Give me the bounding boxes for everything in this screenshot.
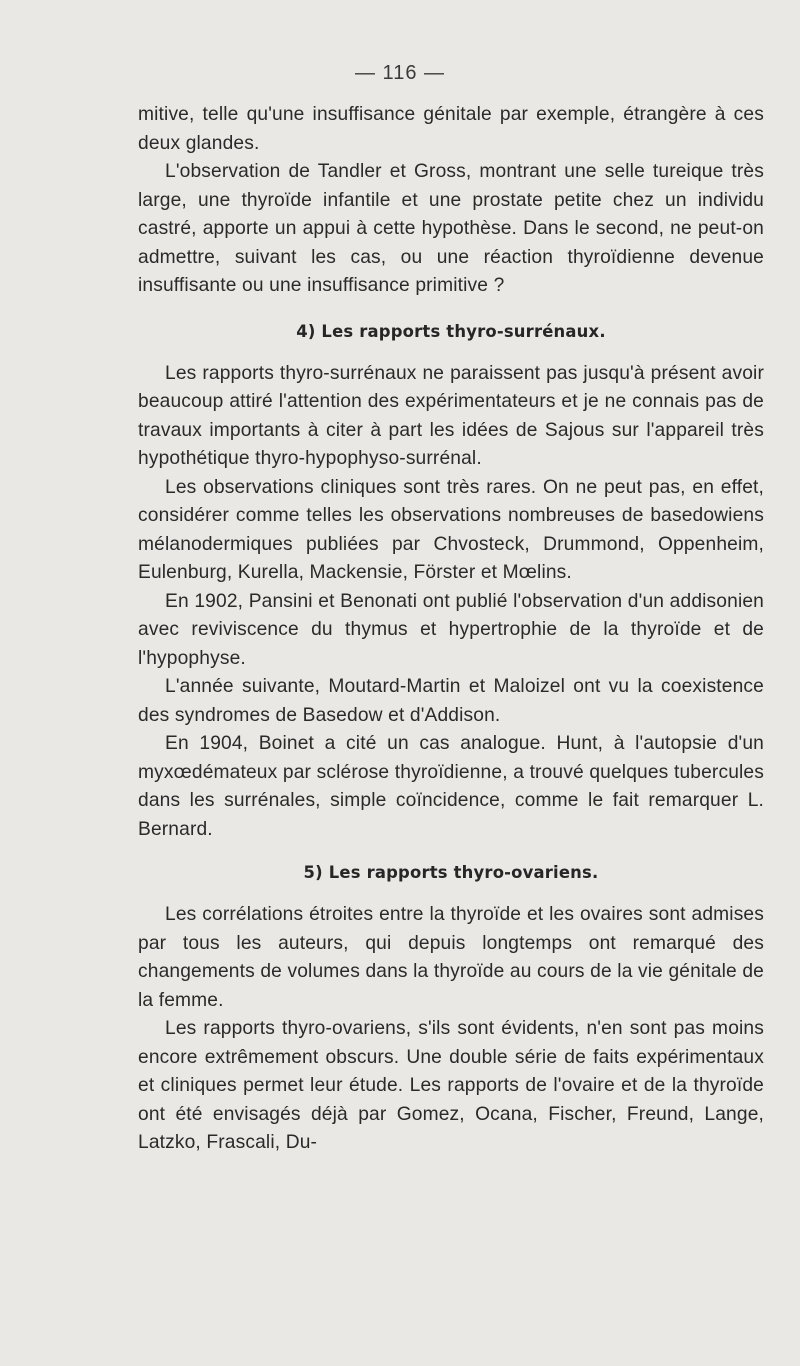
paragraph: En 1902, Pansini et Benonati ont publié l'observation d'un addisonien avec reviviscence du thymus et hypertrophie de la thyroïde et de l'hypophyse.: [138, 590, 764, 669]
section-heading-thyro-ovariens: 5) Les rapports thyro-ovariens.: [303, 863, 599, 882]
paragraph: Les corrélations étroites entre la thyroïde et les ovaires sont admises par tous les auteurs, qui depuis longtemps ont remarqué des changements de volumes dans la thyroïde au cours de la vie génitale de la femme.: [138, 904, 764, 1011]
paragraph: Les observations cliniques sont très rares. On ne peut pas, en effet, considérer comme telles les observations nombreuses de basedowiens mélanodermiques publiées par Chvosteck, Drummond, Oppenheim, Eulenburg, Kurella, Mackensie, Förster et Mœlins.: [138, 476, 764, 583]
paragraph: Les rapports thyro-surrénaux ne paraissent pas jusqu'à présent avoir beaucoup attiré l'attention des expérimentateurs et je ne connais pas de travaux importants à citer à part les idées de Sajous sur l'appareil très hypothétique thyro-hypophyso-surrénal.: [138, 362, 764, 469]
paragraph: L'observation de Tandler et Gross, montrant une selle tureique très large, une thyroïde infantile et une prostate petite chez un individu castré, apporte un appui à cette hypothèse. Dans le second, ne peut-on admettre, suivant les cas, ou une réaction thyroïdienne devenue insuffisante ou une insuffisance primitive ?: [138, 161, 764, 296]
paragraph: Les rapports thyro-ovariens, s'ils sont évidents, n'en sont pas moins encore extrêmement obscurs. Une double série de faits expérimentaux et cliniques permet leur étude. Les rapports de l'ovaire et de la thyroïde ont été envisagés déjà par Gomez, Ocana, Fischer, Freund, Lange, Latzko, Frascali, Du-: [138, 1018, 764, 1153]
page-number: — 116 —: [355, 62, 445, 84]
paragraph: mitive, telle qu'une insuffisance génitale par exemple, étrangère à ces deux glandes.: [138, 104, 764, 154]
paragraph: L'année suivante, Moutard-Martin et Maloizel ont vu la coexistence des syndromes de Basedow et d'Addison.: [138, 676, 764, 726]
text-column: [138, 101, 764, 1158]
paragraph: En 1904, Boinet a cité un cas analogue. Hunt, à l'autopsie d'un myxœdémateux par sclérose thyroïdienne, a trouvé quelques tubercules dans les surrénales, simple coïncidence, comme le fait remarquer L. Bernard.: [138, 733, 764, 840]
section-heading-thyro-surrenaux: 4) Les rapports thyro-surrénaux.: [296, 321, 606, 341]
